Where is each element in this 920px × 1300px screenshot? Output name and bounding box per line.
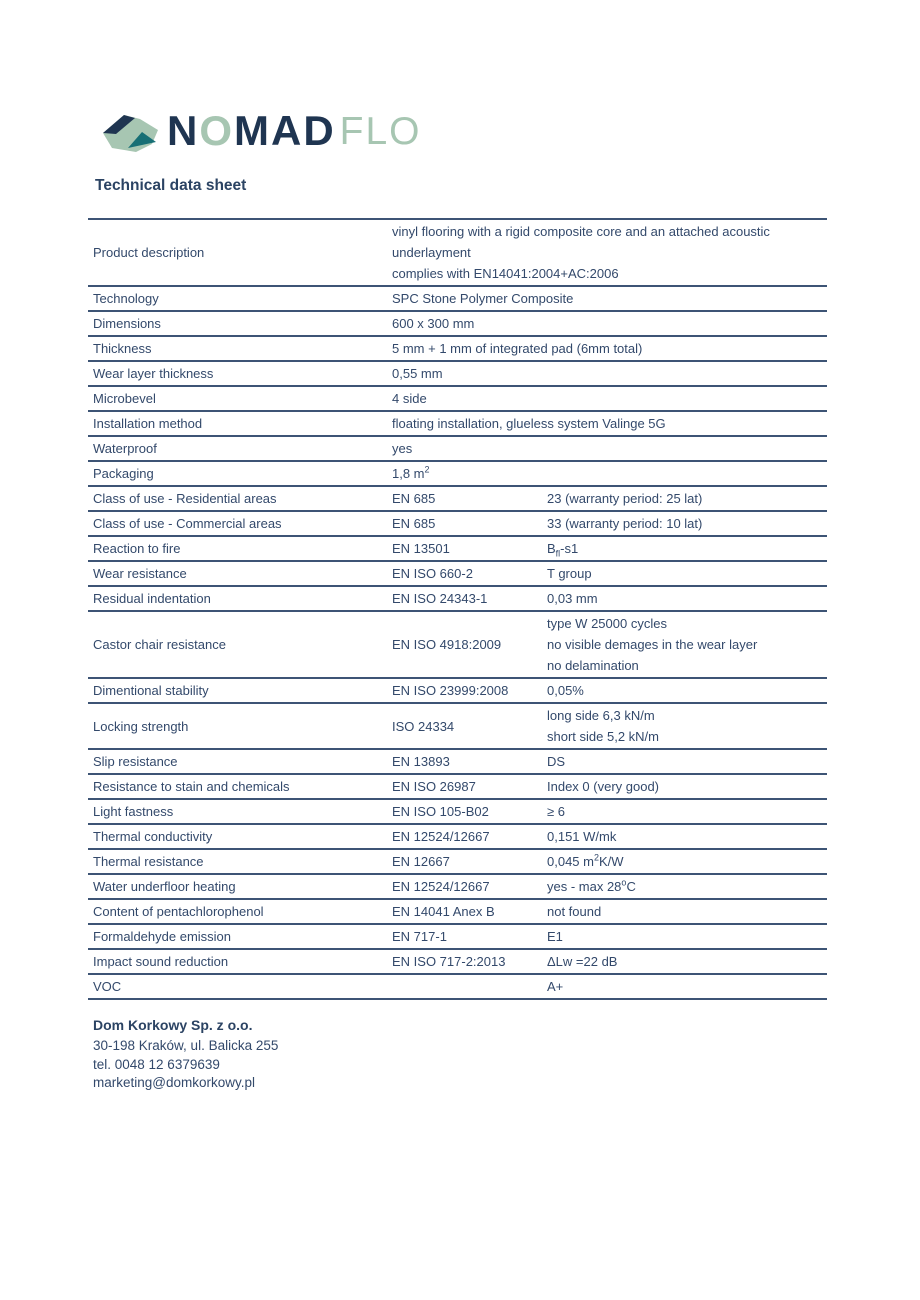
property-cell: Wear layer thickness <box>93 366 214 381</box>
standard-cell: EN ISO 717-2:2013 <box>392 954 506 969</box>
value-line: vinyl flooring with a rigid composite core and an attached acoustic <box>392 224 770 239</box>
value-cell <box>547 679 827 702</box>
table-row <box>88 362 827 387</box>
table-row <box>88 537 827 562</box>
standard-cell <box>392 986 547 988</box>
table-row <box>88 220 827 287</box>
table-row <box>88 487 827 512</box>
value-cell <box>547 512 827 535</box>
property-cell: Resistance to stain and chemicals <box>93 779 290 794</box>
value-cell <box>547 850 827 873</box>
page-title: Technical data sheet <box>95 177 247 194</box>
standard-cell: EN 12524/12667 <box>392 879 490 894</box>
brand-letter-n: N <box>167 107 200 154</box>
property-cell: Formaldehyde emission <box>93 929 232 944</box>
value-cell <box>547 950 827 973</box>
value-line: 0,03 mm <box>547 591 598 606</box>
value-cell <box>392 412 827 435</box>
standard-cell: EN ISO 4918:2009 <box>392 637 502 652</box>
value-cell <box>392 387 827 410</box>
table-row <box>88 900 827 925</box>
brand-letters-mad: MAD <box>234 107 336 154</box>
table-row <box>88 775 827 800</box>
standard-cell: EN ISO 26987 <box>392 779 476 794</box>
property-cell: VOC <box>93 979 122 994</box>
value-cell <box>547 750 827 773</box>
value-line: not found <box>547 904 602 919</box>
table-row <box>88 800 827 825</box>
value-cell <box>392 287 827 310</box>
value-cell <box>547 487 827 510</box>
property-cell: Water underfloor heating <box>93 879 236 894</box>
table-row <box>88 825 827 850</box>
table-row <box>88 612 827 679</box>
value-cell <box>392 362 827 385</box>
property-cell: Installation method <box>93 416 203 431</box>
value-cell <box>392 437 827 460</box>
value-cell <box>392 220 827 285</box>
value-cell <box>547 775 827 798</box>
footer-contact-block <box>93 1016 278 1093</box>
standard-cell: EN ISO 23999:2008 <box>392 683 509 698</box>
value-line: type W 25000 cycles <box>547 616 667 631</box>
spec-table <box>88 218 827 1000</box>
value-cell <box>547 704 827 748</box>
standard-cell: EN 12524/12667 <box>392 829 490 844</box>
value-cell <box>547 875 827 898</box>
value-line: complies with EN14041:2004+AC:2006 <box>392 266 619 281</box>
table-row <box>88 679 827 704</box>
standard-cell: EN ISO 105-B02 <box>392 804 489 819</box>
table-row <box>88 875 827 900</box>
value-line: short side 5,2 kN/m <box>547 729 659 744</box>
value-line: $B_{fl}-s1$ <box>547 541 579 559</box>
value-line: 0,045 $m^2K/W$ <box>547 852 624 869</box>
property-cell: Packaging <box>93 466 154 481</box>
value-cell <box>392 462 827 485</box>
property-cell: Locking strength <box>93 718 189 734</box>
value-cell <box>392 312 827 335</box>
property-cell: Castor chair resistance <box>93 637 226 652</box>
value-line: DS <box>547 754 566 769</box>
value-cell <box>547 537 827 560</box>
value-cell <box>392 337 827 360</box>
stone-logo-icon <box>100 112 158 154</box>
value-line: 33 (warranty period: 10 lat) <box>547 516 703 531</box>
property-cell: Waterproof <box>93 441 157 456</box>
brand-wordmark <box>167 107 336 154</box>
table-row <box>88 975 827 1000</box>
table-row <box>88 387 827 412</box>
value-line: 5 mm + 1 mm of integrated pad (6mm total) <box>392 341 643 356</box>
property-cell: Thermal conductivity <box>93 829 213 844</box>
value-line: ΔLw =22 dB <box>547 954 618 969</box>
property-cell: Thermal resistance <box>93 854 204 869</box>
property-cell: Impact sound reduction <box>93 954 229 969</box>
value-line: floating installation, glueless system Valinge 5G <box>392 416 666 431</box>
property-cell: Product description <box>93 245 205 260</box>
standard-cell: EN 14041 Anex B <box>392 904 495 919</box>
value-cell <box>547 800 827 823</box>
standard-cell: EN 685 <box>392 516 436 531</box>
standard-cell: EN 717-1 <box>392 929 447 944</box>
value-cell <box>547 612 827 677</box>
property-cell: Reaction to fire <box>93 541 181 556</box>
value-line: T group <box>547 566 592 581</box>
standard-cell: ISO 24334 <box>392 718 455 734</box>
property-cell: Thickness <box>93 341 152 356</box>
brand-logo <box>100 107 422 154</box>
table-row <box>88 562 827 587</box>
value-cell <box>547 562 827 585</box>
company-phone: tel. 0048 12 6379639 <box>93 1056 220 1072</box>
property-cell: Technology <box>93 291 159 306</box>
brand-suffix: FLO <box>339 110 422 153</box>
standard-cell: EN 12667 <box>392 854 450 869</box>
value-line: long side 6,3 kN/m <box>547 708 655 723</box>
table-row <box>88 750 827 775</box>
value-line: E1 <box>547 929 563 944</box>
value-line: 600 x 300 mm <box>392 316 475 331</box>
property-cell: Content of pentachlorophenol <box>93 904 264 919</box>
value-line: ≥ 6 <box>547 804 565 819</box>
table-row <box>88 704 827 750</box>
value-line: 4 side <box>392 391 427 406</box>
value-line: underlayment <box>392 245 471 260</box>
standard-cell: EN 685 <box>392 491 436 506</box>
company-address: 30-198 Kraków, ul. Balicka 255 <box>93 1038 279 1053</box>
value-line: 0,05% <box>547 683 584 698</box>
standard-cell: EN 13893 <box>392 754 450 769</box>
property-cell: Wear resistance <box>93 566 187 581</box>
value-line: no delamination <box>547 658 639 673</box>
value-line: 0,55 mm <box>392 366 443 381</box>
table-row <box>88 587 827 612</box>
value-line: 0,151 W/mk <box>547 829 617 844</box>
table-row <box>88 950 827 975</box>
standard-cell: EN 13501 <box>392 541 450 556</box>
value-cell <box>547 900 827 923</box>
brand-letter-o: O <box>199 107 235 154</box>
table-row <box>88 337 827 362</box>
property-cell: Light fastness <box>93 804 174 819</box>
table-row <box>88 462 827 487</box>
value-line: yes <box>392 441 413 456</box>
value-cell <box>547 825 827 848</box>
value-cell <box>547 925 827 948</box>
table-row <box>88 287 827 312</box>
value-line: A+ <box>547 979 564 994</box>
property-cell: Microbevel <box>93 391 156 406</box>
value-line: 23 (warranty period: 25 lat) <box>547 491 703 506</box>
table-row <box>88 437 827 462</box>
standard-cell: EN ISO 660-2 <box>392 566 473 581</box>
property-cell: Slip resistance <box>93 754 178 769</box>
value-cell <box>547 975 827 998</box>
table-row <box>88 925 827 950</box>
table-row <box>88 312 827 337</box>
standard-cell: EN ISO 24343-1 <box>392 591 488 606</box>
table-row <box>88 412 827 437</box>
value-line: no visible demages in the wear layer <box>547 637 758 652</box>
property-cell: Class of use - Commercial areas <box>93 516 282 531</box>
company-name: Dom Korkowy Sp. z o.o. <box>93 1017 253 1033</box>
value-line: Index 0 (very good) <box>547 779 660 794</box>
property-cell: Dimensions <box>93 316 161 331</box>
property-cell: Dimentional stability <box>93 683 209 698</box>
value-line: SPC Stone Polymer Composite <box>392 291 574 306</box>
value-line: 1,8 $m^2$ <box>392 464 430 481</box>
table-row <box>88 512 827 537</box>
value-cell <box>547 587 827 610</box>
property-cell: Class of use - Residential areas <box>93 491 277 506</box>
company-email: marketing@domkorkowy.pl <box>93 1075 256 1090</box>
value-line: yes - max 28$^o$C <box>547 877 636 894</box>
property-cell: Residual indentation <box>93 591 211 606</box>
table-row <box>88 850 827 875</box>
